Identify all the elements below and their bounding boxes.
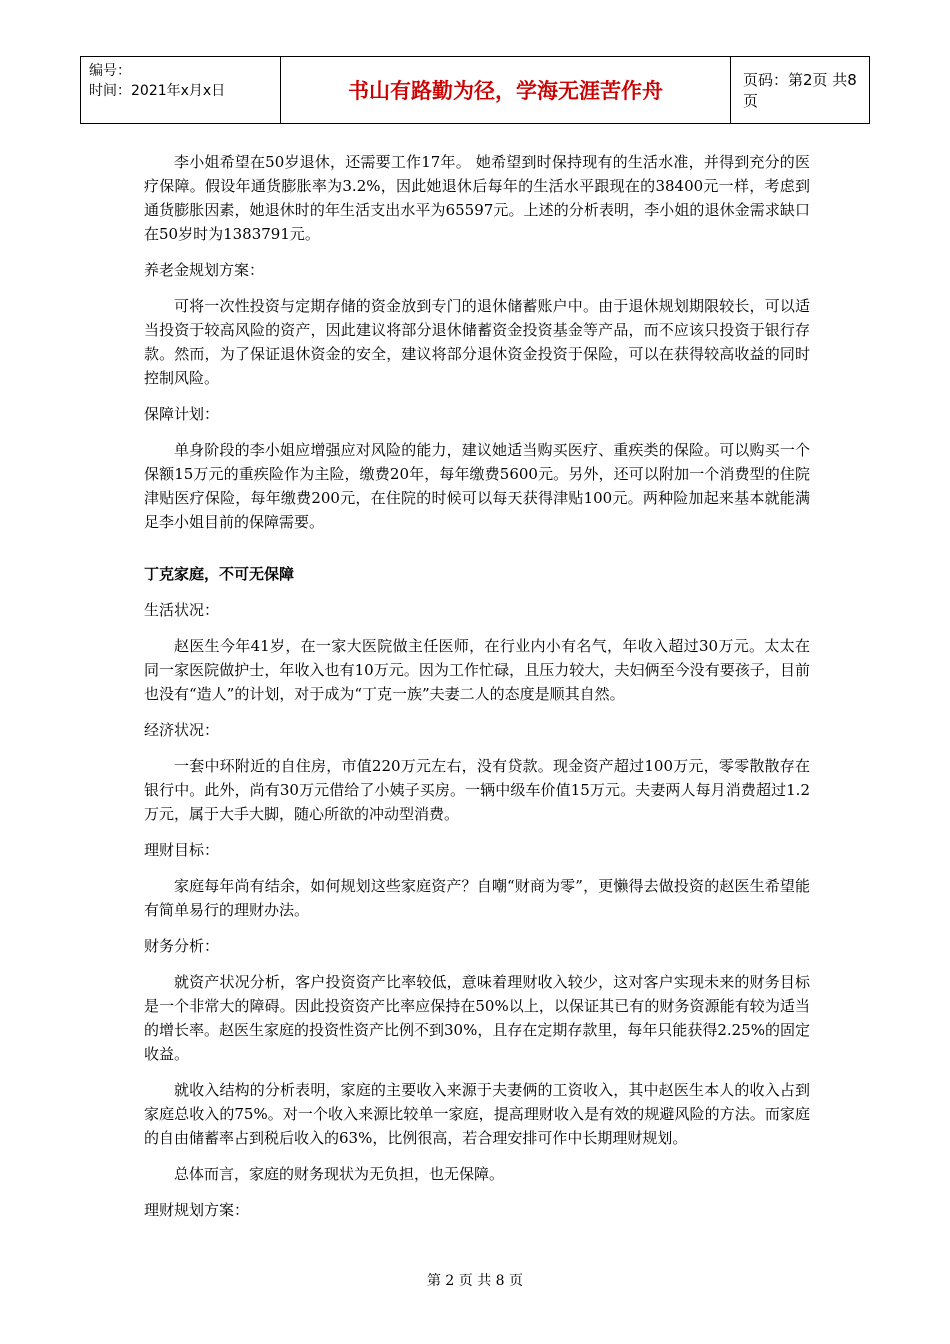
section-label-analysis: 财务分析： bbox=[144, 937, 220, 955]
section-label-goal: 理财目标： bbox=[144, 841, 220, 859]
header-page-info: 页码：第2页 共8页 bbox=[743, 71, 857, 110]
section-label-economy: 经济状况： bbox=[144, 721, 220, 739]
paragraph-retirement: 李小姐希望在50岁退休，还需要工作17年。 她希望到时保持现有的生活水准，并得到充分的医疗保障。假设年通货膨胀率为3.2%，因此她退休后每年的生活水平跟现在的38400元一样，考虑到通货膨胀因素，她退休时的年生活支出水平为65597元。上述的分析表明，李小姐的退休金需求缺口在50岁时为1383791元。 bbox=[144, 153, 810, 243]
time-label: 时间：2021年x月x日 bbox=[89, 83, 226, 99]
section-heading: 丁克家庭，不可无保障 bbox=[144, 565, 295, 583]
document-header bbox=[80, 56, 870, 124]
header-motto: 书山有路勤为径，学海无涯苦作舟 bbox=[281, 57, 731, 123]
page-footer: 第 2 页 共 8 页 bbox=[426, 1273, 524, 1289]
section-label-pension: 养老金规划方案： bbox=[144, 261, 265, 279]
section-label-plan: 理财规划方案： bbox=[144, 1201, 250, 1219]
paragraph-life-status: 赵医生今年41岁，在一家大医院做主任医师，在行业内小有名气，年收入超过30万元。太太在同一家医院做护士，年收入也有10万元。因为工作忙碌，且压力较大，夫妇俩至今没有要孩子，目前也没有“造人”的计划，对于成为“丁克一族”夫妻二人的态度是顺其自然。 bbox=[144, 637, 810, 703]
section-label-life: 生活状况： bbox=[144, 601, 220, 619]
paragraph-goal: 家庭每年尚有结余，如何规划这些家庭资产？自嘲“财商为零”，更懒得去做投资的赵医生希望能有简单易行的理财办法。 bbox=[144, 877, 810, 919]
paragraph-pension-plan: 可将一次性投资与定期存储的资金放到专门的退休储蓄账户中。由于退休规划期限较长，可以适当投资于较高风险的资产，因此建议将部分退休储蓄资金投资基金等产品，而不应该只投资于银行存款。然而，为了保证退休资金的安全，建议将部分退休资金投资于保险，可以在获得较高收益的同时控制风险。 bbox=[144, 297, 810, 387]
paragraph-economy-status: 一套中环附近的自住房，市值220万元左右，没有贷款。现金资产超过100万元，零零散散存在银行中。此外，尚有30万元借给了小姨子买房。一辆中级车价值15万元。夫妻两人每月消费超过1.2万元，属于大手大脚，随心所欲的冲动型消费。 bbox=[144, 757, 810, 823]
paragraph-income-analysis: 就收入结构的分析表明，家庭的主要收入来源于夫妻俩的工资收入，其中赵医生本人的收入占到家庭总收入的75%。对一个收入来源比较单一家庭，提高理财收入是有效的规避风险的方法。而家庭的自由储蓄率占到税后收入的63%，比例很高，若合理安排可作中长期理财规划。 bbox=[144, 1081, 810, 1147]
paragraph-insurance-plan: 单身阶段的李小姐应增强应对风险的能力，建议她适当购买医疗、重疾类的保险。可以购买一个保额15万元的重疾险作为主险，缴费20年，每年缴费5600元。另外，还可以附加一个消费型的住院津贴医疗保险，每年缴费200元，在住院的时候可以每天获得津贴100元。两种险加起来基本就能满足李小姐目前的保障需要。 bbox=[144, 441, 810, 531]
paragraph-summary: 总体而言，家庭的财务现状为无负担，也无保障。 bbox=[174, 1165, 505, 1183]
header-meta bbox=[81, 57, 281, 123]
paragraph-asset-analysis: 就资产状况分析，客户投资资产比率较低，意味着理财收入较少，这对客户实现未来的财务目标是一个非常大的障碍。因此投资资产比率应保持在50%以上，以保证其已有的财务资源能有较为适当的增长率。赵医生家庭的投资性资产比例不到30%，且存在定期存款里，每年只能获得2.25%的固定收益。 bbox=[144, 973, 810, 1063]
section-label-insurance: 保障计划： bbox=[144, 405, 220, 423]
number-label: 编号： bbox=[89, 63, 131, 79]
document-body bbox=[144, 150, 810, 1234]
